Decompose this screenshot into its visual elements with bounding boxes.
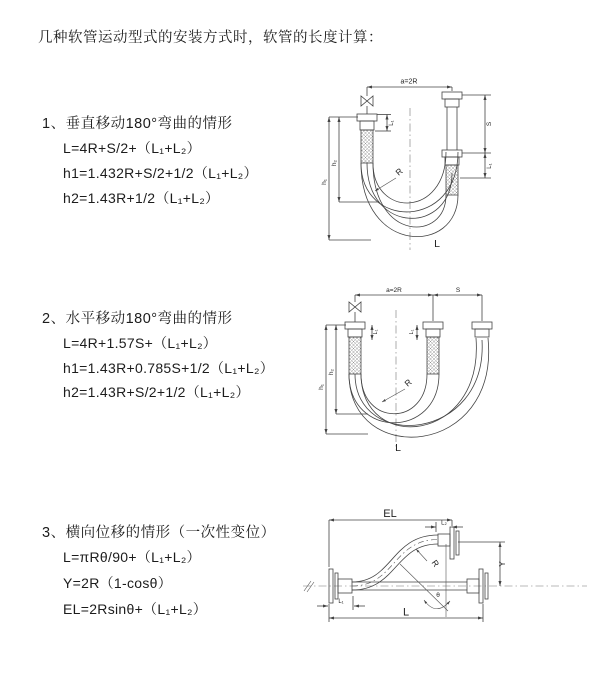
dimension-l1-left: [375, 115, 395, 132]
diagram-vertical-180-bend: [313, 70, 585, 258]
section2-formula-h1: h1=1.43R+0.785S+1/2（L₁+L₂）: [63, 360, 274, 376]
length-label: L: [402, 606, 410, 619]
h2-label: h₂: [328, 368, 335, 376]
moved-pipe-fitting: [472, 322, 492, 337]
a2r-label: a=2R: [386, 287, 402, 294]
dimension-y: [458, 542, 507, 586]
dimension-l2: [425, 521, 463, 533]
middle-pipe-fitting: [423, 322, 443, 374]
dimension-h2: [328, 325, 368, 414]
hose-curves: [361, 152, 458, 237]
dimension-a2r: [367, 79, 452, 92]
theta-label: θ: [436, 592, 440, 599]
l2-label: L₂: [441, 520, 447, 527]
dimension-a2r: [355, 287, 433, 321]
length-label: L: [434, 238, 440, 250]
valve-icon: [349, 295, 361, 322]
dimension-l1: [317, 596, 365, 610]
section1-formula-h2: h2=1.43R+1/2（L₁+L₂）: [63, 190, 220, 206]
dimension-l: [329, 604, 483, 622]
section3-formula-y: Y=2R（1-cosθ）: [63, 575, 173, 591]
hose-curves: [349, 338, 489, 437]
l1-left-label: L₁: [389, 120, 395, 126]
dimension-l1-right: [460, 153, 493, 178]
right-flange-raised: [438, 527, 459, 559]
section1-heading: 1、垂直移动180°弯曲的情形: [42, 116, 233, 132]
h2-label: h₂: [331, 159, 338, 167]
break-mark: [304, 581, 314, 592]
a2r-label: a=2R: [400, 78, 418, 86]
y-label: Y: [498, 561, 507, 567]
section1-formula-h1: h1=1.432R+S/2+1/2（L₁+L₂）: [63, 165, 258, 181]
radius-leader: [382, 377, 414, 402]
radius-leader: [416, 549, 441, 569]
s-label: S: [486, 121, 493, 127]
dimension-l1-left: [372, 325, 379, 340]
r-label: R: [393, 165, 405, 178]
s-label: S: [455, 287, 461, 294]
section3-formula-l: L=πRθ/90+（L₁+L₂）: [63, 549, 201, 565]
section2-formula-l: L=4R+1.57S+（L₁+L₂）: [63, 335, 218, 351]
dimension-s: [433, 287, 482, 321]
section2-heading: 2、水平移动180°弯曲的情形: [42, 311, 233, 327]
dimension-l1-mid: [409, 325, 417, 340]
l1-label: L₁: [338, 599, 344, 605]
r-label: R: [402, 376, 414, 389]
h1-label: h₁: [318, 384, 325, 390]
page-title: 几种软管运动型式的安装方式时，软管的长度计算：: [38, 30, 383, 46]
diagram-lateral-displacement: [295, 500, 595, 662]
section3-formula-el: EL=2Rsinθ+（L₁+L₂）: [63, 601, 208, 617]
l1-mid-label: L₁: [409, 329, 415, 335]
dimension-s: [462, 95, 493, 153]
section2-formula-h2: h2=1.43R+S/2+1/2（L₁+L₂）: [63, 384, 250, 400]
left-pipe-fitting: [357, 114, 377, 163]
left-pipe-fitting: [345, 322, 365, 374]
el-label: EL: [383, 508, 397, 520]
section1-formula-l: L=4R+S/2+（L₁+L₂）: [63, 140, 201, 156]
length-label: L: [395, 442, 401, 454]
section3-heading: 3、横向位移的情形（一次性变位）: [42, 525, 276, 541]
diagram-horizontal-180-bend: [308, 282, 588, 462]
l1-right-label: L₁: [487, 163, 493, 169]
valve-icon: [361, 87, 373, 114]
dimension-el: [329, 508, 452, 567]
h1-label: h₁: [321, 179, 328, 185]
r-label: R: [429, 557, 442, 569]
l1-left-label: L₁: [373, 329, 379, 335]
